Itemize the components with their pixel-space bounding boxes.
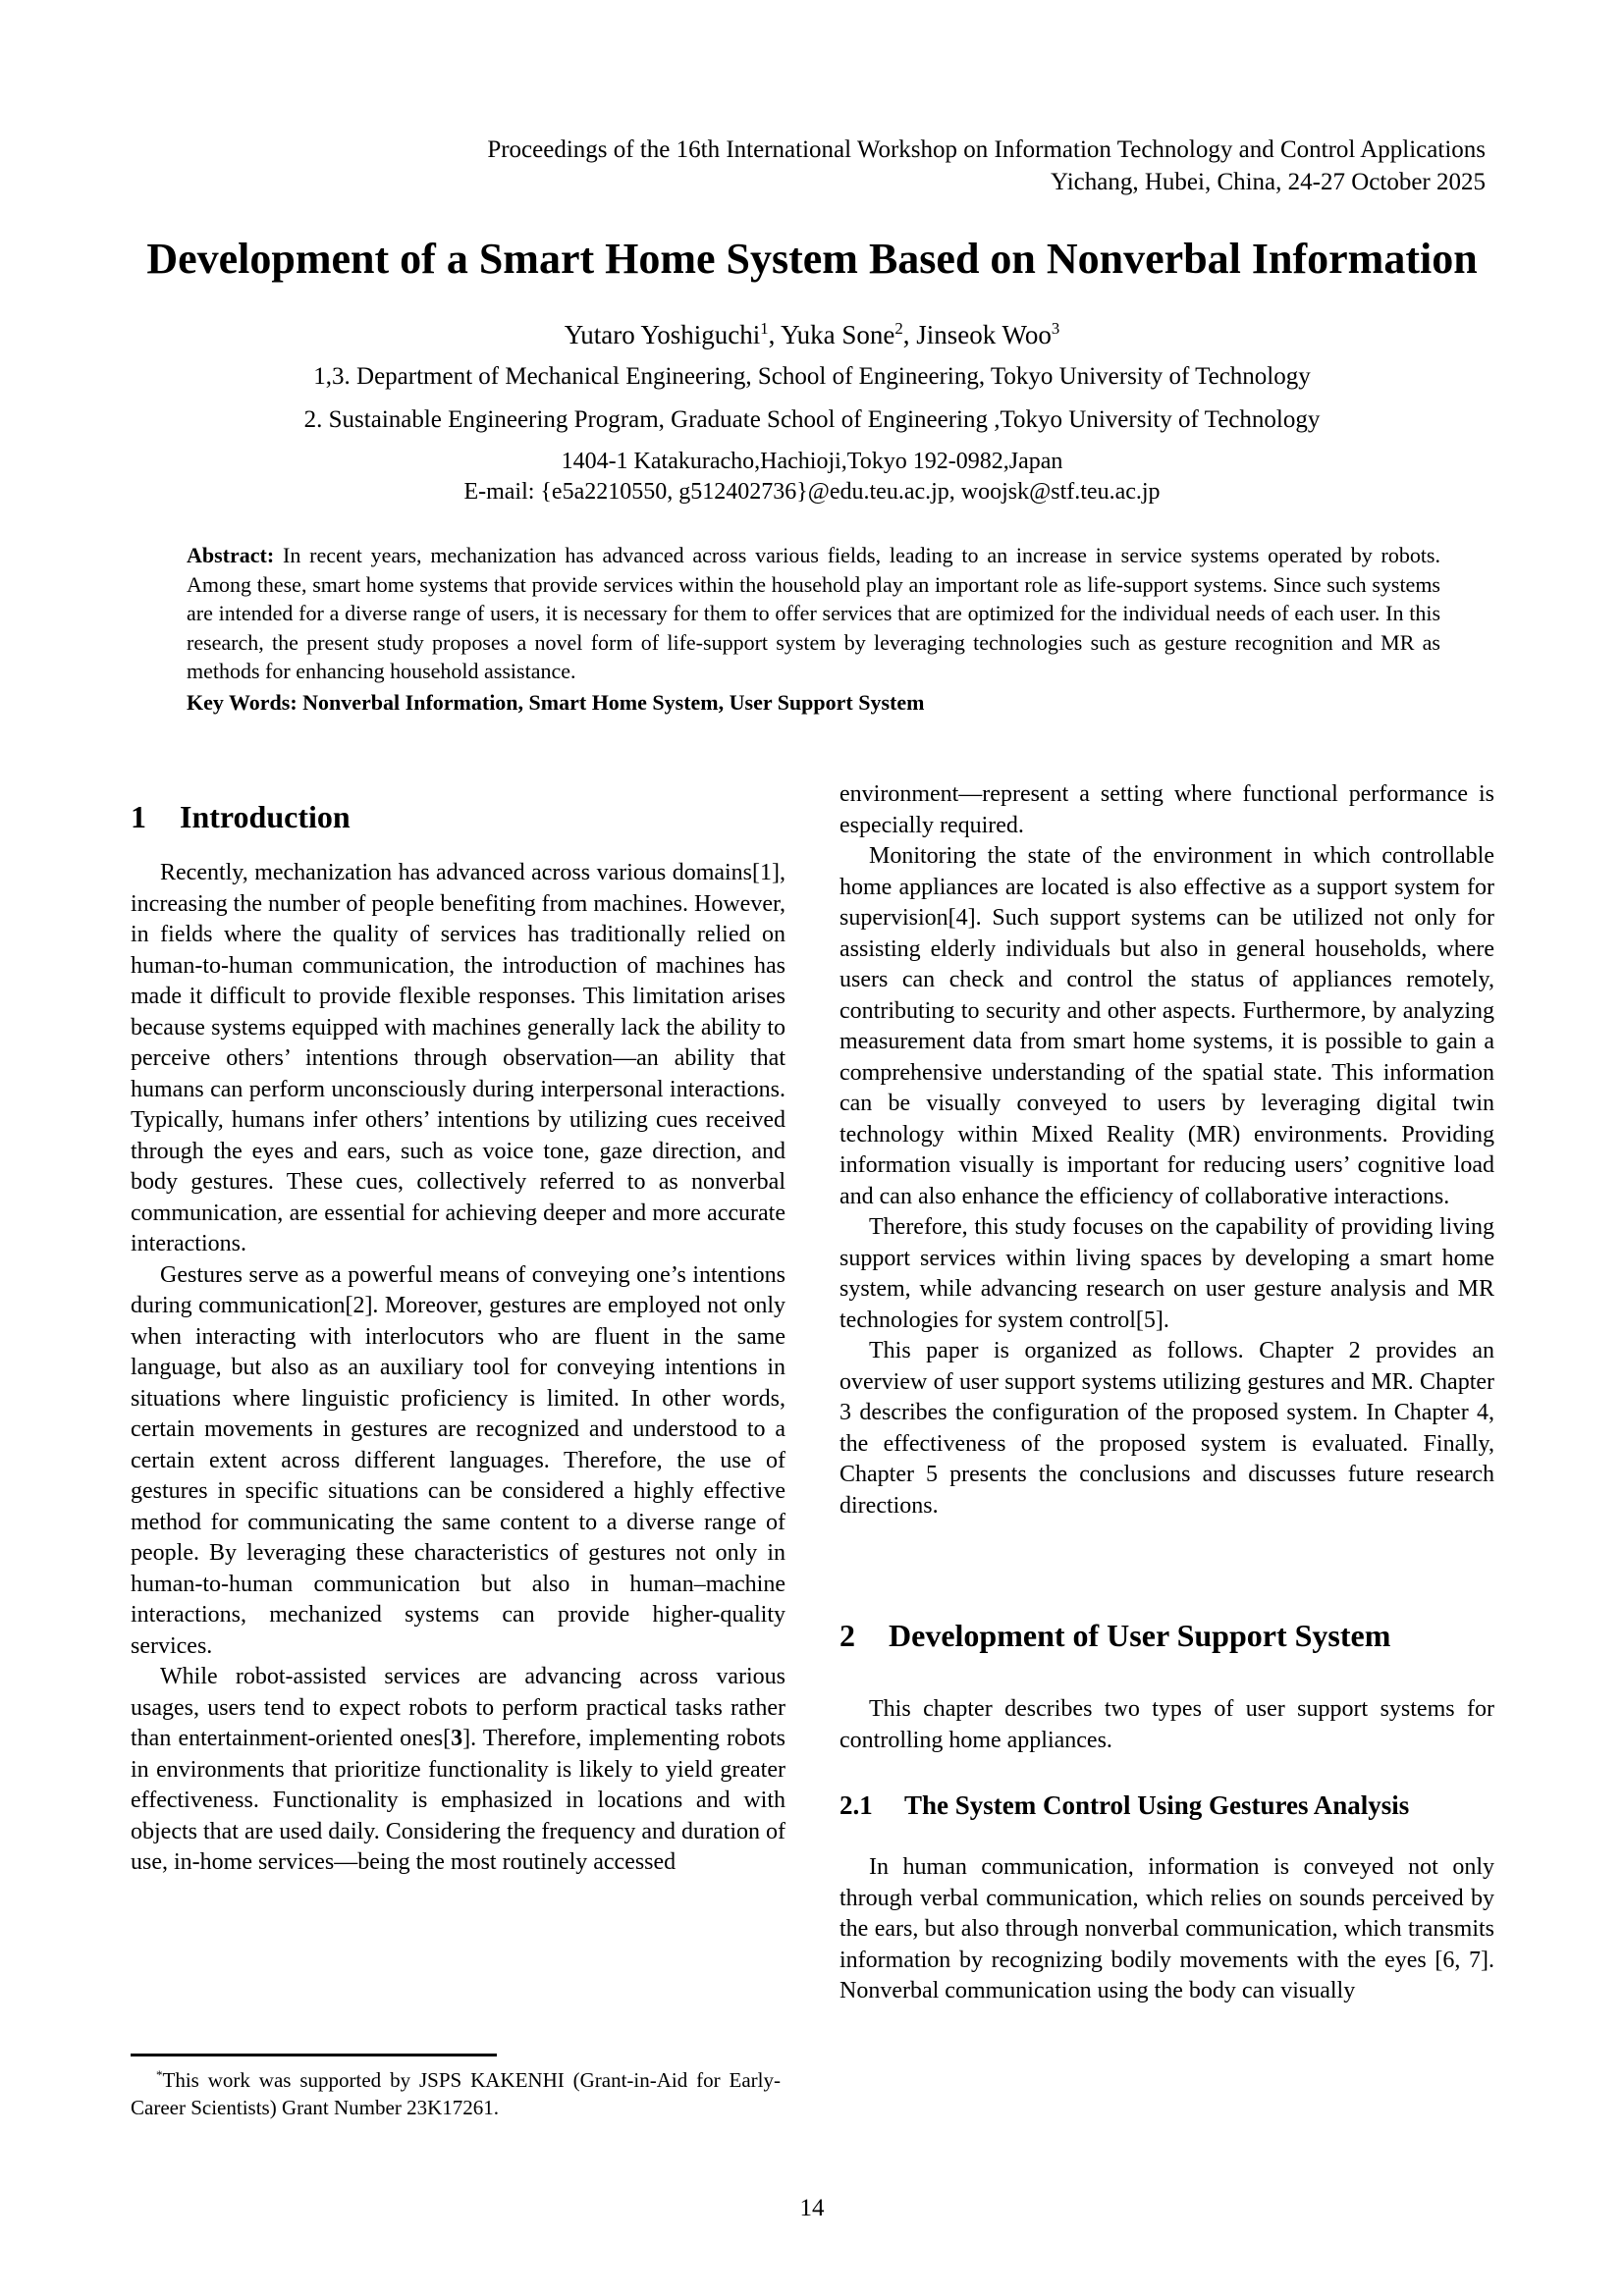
intro-paragraph-1: Recently, mechanization has advanced across various domains[1], increasing the number of people benefiting from machines. However, in fields where the quality of services has traditionally relied on human-to-human communication, the introduction of machines has made it difficult to provide flexible responses. This limitation arises because systems equipped with machines generally lack the ability to perceive others’ intentions through observation—an ability that humans can perform unconsciously during interpersonal interactions. Typically, humans infer others’ intentions by utilizing cues received through the eyes and ears, such as voice tone, gaze direction, and body gestures. These cues, collectively referred to as nonverbal communication, are essential for achieving deeper and more accurate interactions.	[131, 860, 785, 1256]
footnote-block	[131, 2054, 781, 2121]
section-1-number: 1	[131, 799, 146, 834]
keywords-line	[187, 688, 1440, 718]
intro-paragraph-5: Therefore, this study focuses on the capability of providing living support services within living spaces by developing a smart home system, while advancing research on user gesture analysis and MR technologies for system control[5].	[839, 1214, 1494, 1333]
citation-3-bold: 3	[451, 1726, 463, 1751]
footnote-text: *This work was supported by JSPS KAKENHI (Grant-in-Aid for Early-Career Scientists) Grant Number 23K17261.	[131, 2067, 781, 2119]
left-column	[131, 797, 785, 1879]
section-2-paragraph-1: This chapter describes two types of user support systems for controlling home appliances.	[839, 1696, 1494, 1753]
affiliation-2: 2. Sustainable Engineering Program, Graduate School of Engineering ,Tokyo University of Technology	[303, 406, 1321, 433]
proceedings-header-line1: Proceedings of the 16th International Workshop on Information Technology and Control Applications	[487, 136, 1486, 163]
section-2-title: Development of User Support System	[889, 1618, 1391, 1653]
author-1-superscript: 1	[760, 319, 769, 338]
paper-title: Development of a Smart Home System Based on Nonverbal Information	[146, 235, 1478, 283]
keywords-text: Nonverbal Information, Smart Home System, User Support System	[302, 689, 925, 715]
author-2-superscript: 2	[894, 319, 903, 338]
section-2-1-number: 2.1	[839, 1790, 873, 1820]
email-line: E-mail: {e5a2210550, g512402736}@edu.teu.ac.jp, woojsk@stf.teu.ac.jp	[463, 479, 1161, 505]
page-number: 14	[799, 2195, 825, 2221]
author-3: Jinseok Woo$^3$	[916, 319, 1060, 349]
section-2-1-title: The System Control Using Gestures Analysis	[904, 1790, 1410, 1820]
intro-paragraph-4: Monitoring the state of the environment in which controllable home appliances are located is also effective as a support system for supervision[4]. Such support systems can be utilized not only for assisting elderly individuals but also in general households, where users can check and control the status of appliances remotely, contributing to security and other aspects. Furthermore, by analyzing measurement data from smart home systems, it is possible to gain a comprehensive understanding of the spatial state. This information can be visually conveyed to users by leveraging digital twin technology within Mixed Reality (MR) environments. Providing information visually is important for reducing users’ cognitive load and can also enhance the efficiency of collaborative interactions.	[839, 843, 1494, 1209]
abstract-text: In recent years, mechanization has advanced across various fields, leading to an increase in service systems operated by robots. Among these, smart home systems that provide services within the household play an important role as life-support systems. Since such systems are intended for a diverse range of users, it is necessary for them to offer services that are optimized for the individual needs of each user. In this research, the present study proposes a novel form of life-support system by leveraging technologies such as gesture recognition and MR as methods for enhancing household assistance.	[187, 543, 1440, 683]
proceedings-header	[209, 133, 1486, 198]
abstract-label: Abstract:	[187, 543, 275, 567]
proceedings-header-line2: Yichang, Hubei, China, 24-27 October 2025	[1051, 169, 1486, 195]
intro-paragraph-6: This paper is organized as follows. Chapter 2 provides an overview of user support systems utilizing gestures and MR. Chapter 3 describes the configuration of the proposed system. In Chapter 4, the effectiveness of the proposed system is evaluated. Finally, Chapter 5 presents the conclusions and discusses future research directions.	[839, 1338, 1494, 1519]
footnote-asterisk: *	[156, 2067, 163, 2082]
section-2-number: 2	[839, 1618, 855, 1653]
postal-address: 1404-1 Katakuracho,Hachioji,Tokyo 192-0982,Japan	[561, 449, 1063, 474]
abstract-paragraph	[187, 541, 1440, 686]
section-2-1-heading	[839, 1788, 1494, 1823]
author-1: Yutaro Yoshiguchi$^1$,	[564, 319, 782, 349]
right-column	[839, 779, 1494, 2007]
abstract-block	[187, 541, 1440, 717]
intro-paragraph-3: While robot-assisted services are advancing across various usages, users tend to expect robots to perform practical tasks rather than entertainment-oriented ones[3]. Therefore, implementing robots in environments that prioritize functionality is likely to yield greater effectiveness. Functionality is emphasized in locations and with objects that are used daily. Considering the frequency and duration of use, in-home services—being the most routinely accessed	[131, 1664, 785, 1875]
intro-paragraph-3-continuation: environment—represent a setting where functional performance is especially required.	[839, 781, 1494, 838]
authors-line	[131, 320, 1493, 350]
section-1-title: Introduction	[180, 799, 351, 834]
author-3-superscript: 3	[1051, 319, 1060, 338]
section-2-heading	[839, 1616, 1494, 1655]
author-2: Yuka Sone$^2$,	[781, 319, 917, 349]
intro-paragraph-2: Gestures serve as a powerful means of conveying one’s intentions during communication[2]. Moreover, gestures are employed not only when interacting with interlocutors who are fluent in the same language, but also as an auxiliary tool for conveying intentions in situations where linguistic proficiency is limited. In other words, certain movements in gestures are recognized and understood to a certain extent across different languages. Therefore, the use of gestures in specific situations can be considered a highly effective method for communicating the same content to a diverse range of people. By leveraging these characteristics of gestures not only in human-to-human communication but also in human–machine interactions, mechanized systems can provide higher-quality services.	[131, 1261, 785, 1659]
keywords-label: Key Words:	[187, 689, 298, 715]
section-2-1-paragraph-1: In human communication, information is conveyed not only through verbal communication, which relies on sounds perceived by the ears, but also through nonverbal communication, which transmits information by recognizing bodily movements with the eyes [6, 7]. Nonverbal communication using the body can visually	[839, 1854, 1494, 2003]
footnote-rule	[131, 2054, 497, 2056]
section-1-heading	[131, 797, 785, 836]
affiliation-1: 1,3. Department of Mechanical Engineering, School of Engineering, Tokyo University of Technology	[313, 363, 1311, 390]
